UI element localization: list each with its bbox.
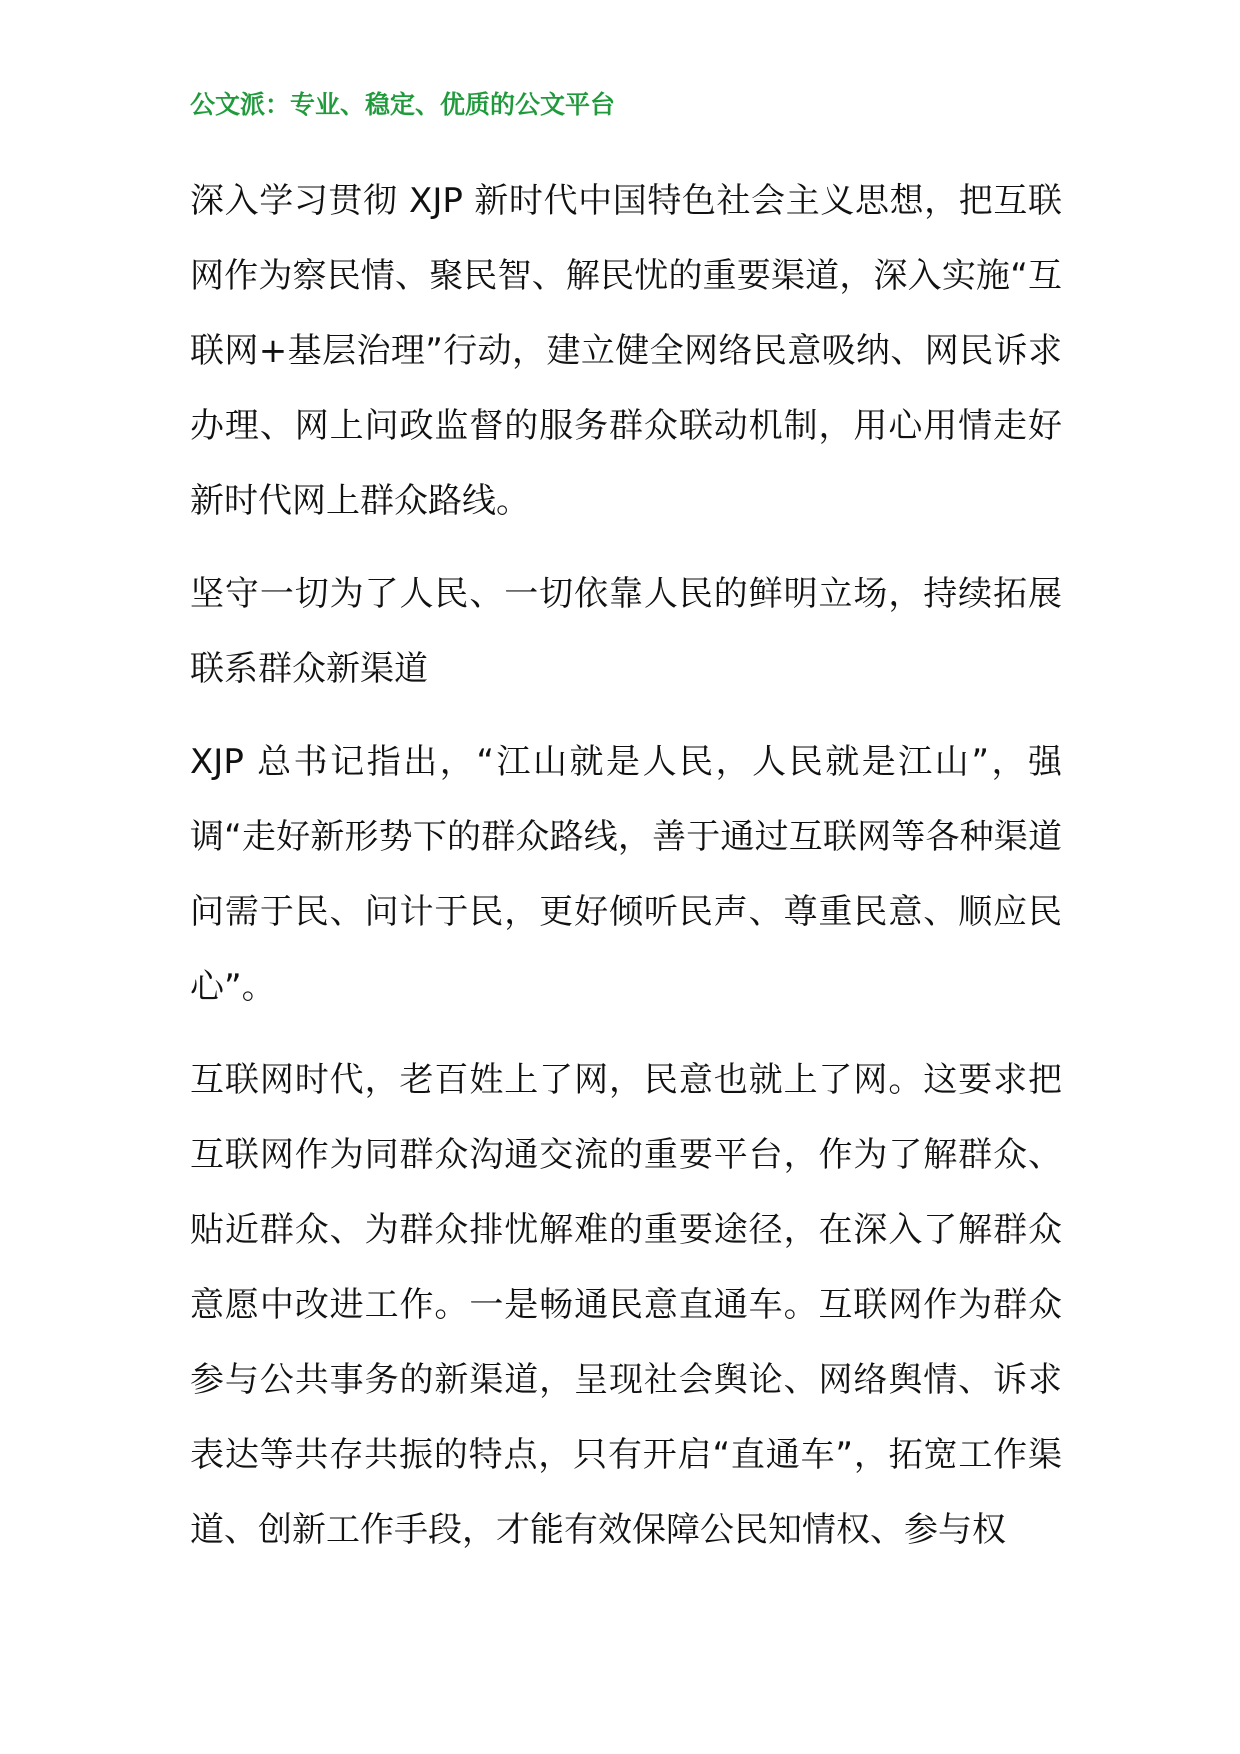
paragraph: XJP 总书记指出，“江山就是人民，人民就是江山”，强调“走好新形势下的群众路线，善于通过互联网等各种渠道问需于民、问计于民，更好倾听民声、尊重民意、顺应民心”。 xyxy=(190,742,1062,1007)
paragraph: 深入学习贯彻 XJP 新时代中国特色社会主义思想，把互联网作为察民情、聚民智、解民忧的重要渠道，深入实施“互联网+基层治理”行动，建立健全网络民意吸纳、网民诉求办理、网上问政监督的服务群众联动机制，用心用情走好新时代网上群众路线。 xyxy=(190,181,1062,521)
paragraph: 互联网时代，老百姓上了网，民意也就上了网。这要求把互联网作为同群众沟通交流的重要平台，作为了解群众、贴近群众、为群众排忧解难的重要途径，在深入了解群众意愿中改进工作。一是畅通民意直通车。互联网作为群众参与公共事务的新渠道，呈现社会舆论、网络舆情、诉求表达等共存共振的特点，只有开启“直通车”，拓宽工作渠道、创新工作手段，才能有效保障公民知情权、参与权 xyxy=(190,1060,1062,1550)
section-heading: 坚守一切为了人民、一切依靠人民的鲜明立场，持续拓展联系群众新渠道 xyxy=(190,574,1062,689)
document-body xyxy=(190,164,1062,1586)
header-banner: 公文派：专业、稳定、优质的公文平台 xyxy=(190,90,616,119)
